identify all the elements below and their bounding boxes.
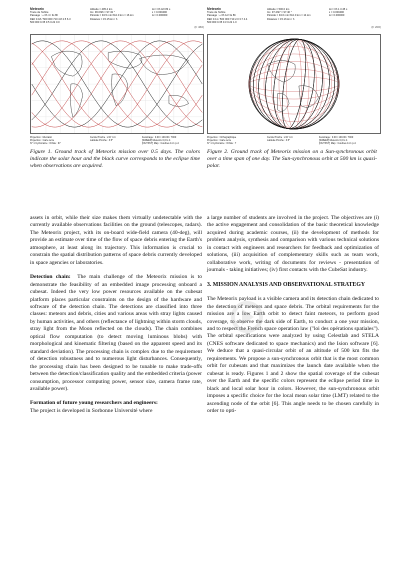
figure-2-caption: Figure 2. Ground track of Meteorix mission on a Sun-synchronous orbit over a time span of one day. The Sun-synchronous orbit at 500 km is quasi-polar.: [207, 149, 377, 170]
figure-1-info-mid-3: Distance = 15.15 km / h: [90, 17, 118, 21]
figure-2-footer-right-2: [OUTPUT] Map : Courbes 11 1 p-4: [319, 142, 356, 145]
figure-1-header: [30, 8, 204, 34]
figure-1-footer-mid-0: Cercle Proche : 2-D' 4.4: [90, 136, 116, 139]
figure-2-footer-left-1: Projection : Carte terre: [207, 139, 232, 142]
figure-1-caption: Figure 1. Ground track of Meteorix mission over 0.5 days. The colors indicate the solar hour and the black curve corresponds to the eclipse time when observations are acquired.: [30, 149, 200, 170]
globe-meridian: [271, 39, 316, 129]
figure-1-footer-left-1: Projection : Carte terre: [30, 139, 55, 142]
figure-1-ground-track-map: [30, 34, 204, 134]
paragraph-intro: assets in orbit, while their size makes them virtually undetectable with the currently available observations facilities on the ground (telescopes, radars). The Meteorix project, with its on-board wide-field camera (40-deg), will provide an estimate over time of the flow of space debris entering the Earth's atmosphere, at least along its trajectory. This information is crucial to constrain the spatial distribution patterns of space debris currently developed in space agencies or laboratories.: [30, 215, 202, 266]
continent-outline: [277, 94, 289, 112]
figure-2-info-left-2: 500 000 0.35 0.3 0.22 1.0: [207, 20, 237, 24]
figure-2-info-mid-3: Distance = 15.16 km / h: [267, 17, 295, 21]
figure-1-footer-right-0: Fenêtrage : 0.00 / 100.00 / 7000: [142, 136, 177, 139]
figure-1-footer-right-2: [OUTPUT] Map : Courbes 11 1 p-4: [142, 142, 179, 145]
paragraph-detection-chain: [30, 274, 202, 393]
figure-1-subtitle: Trace de l'orbite: [30, 11, 49, 15]
figure-1-info-mid-0: Altitude = 495.4 km: [90, 8, 113, 11]
left-text-column: [30, 215, 202, 415]
figure-2-footer-right-1: [SWEEP] Meteorix 0,0 Is 4: [319, 139, 348, 142]
figure-2-info-mid-1: Inc. 97.4/97 = 97.40 °: [267, 11, 292, 15]
orbit-pass: [243, 34, 345, 134]
figure-1-info-right-0: Δt = 0h 4/3 83 s: [152, 8, 171, 11]
continent-outline: [140, 55, 189, 74]
detection-chain-text: The main challenge of the Meteorix mission is to demonstrate the feasibility of an embedded image processing onboard a cubesat. Indeed the very low power resources available on the cubesat platform places particular constraints on the design of the hardware and software of the detection chain. The detections are classified into three classes: meteors and debris, cities and various areas with stray lights caused by human activities, and others (reflectance of lightning within storm clouds, stray light from the Moon reflected on the clouds). The chain combines optical flow computation (to detect moving luminous blobs) with morphological and kinematic filtering (based on the apparent speed and its standard deviation). The processing chain is complex due to the requirement of detection robustness and to numerous light disturbances. Consequently, the processing chain has been designed to be tunable to make trade-offs between the detection/classification quality and the embedded criteria (power consumption, processor computing power, sensor size, camera frame rate, available power).: [30, 274, 202, 392]
figure-1: [30, 8, 204, 150]
figure-1-info-left-1: DEF 0.18 / 500 000 710 4.8 2.5 6.3: [30, 17, 71, 21]
figure-2-header: [207, 8, 381, 34]
figure-2-footer-right-0: Fenêtrage : 0.00 / 100.00 / 7000: [319, 136, 354, 139]
globe-parallel: [249, 46, 339, 121]
figure-2-info-mid-0: Altitude = 500.0 km: [267, 8, 290, 11]
figure-2-footer-mid-1: Latitude Proche : 3.5°: [267, 139, 291, 142]
figure-1-info-right-2: Δ = 0.000000: [152, 14, 168, 18]
figure-2-info-right-0: Δt = 0h 1 3.45 s: [329, 8, 348, 11]
figure-2-footer: [207, 136, 381, 150]
figure-2-polar-orbit-map: [207, 34, 381, 134]
figure-2-info-left-0: Passage : + 0h 1/2 3s 8h: [207, 14, 236, 18]
figure-1-info-right-1: ε = 0.000490: [152, 11, 167, 15]
orbit-pass: [268, 37, 319, 132]
orbit-pass: [260, 35, 328, 132]
orbit-pass: [268, 37, 319, 132]
figure-1-title: Meteorix: [30, 7, 44, 11]
figure-2: [207, 8, 381, 150]
paragraph-mission-analysis: The Meteorix payload is a visible camera and its detection chain dedicated to the detection of meteors and space debris. The orbital requirements for the mission are a low Earth orbit to detect faint meteors, to perform good coverage, to observe the dark side of Earth, to conduct a one year mission, and to respect the French space operation law ("loi des opérations spatiales"). The orbital specifications were analyzed by using Celestlab and STELA (CNES software dedicated to space mechanics) and the Ision software [6]. We deduce that a quasi-circular orbit of an altitude of 500 km fits the requirements. We propose a sun-synchronous orbit that is the most common orbit for cubesats and that maximizes the launch date available when the cubesat is ready. Figures 1 and 2 show the spatial coverage of the cubesat over the Earth and the specific colors represent the eclipse period time in black and local solar hour in colors. However, the sun-synchronous orbit imposes a specific choice for the local mean solar time (LMT) related to the ascending node of the orbit [6]. This angle needs to be chosen carefully in order to opti-: [207, 296, 379, 415]
section-heading-mission-analysis: 3. MISSION ANALYSIS AND OBSERVATIONAL STRATEGY: [207, 281, 366, 288]
continent-outline: [299, 86, 319, 108]
figure-1-footer-left-0: Projection : Mercator: [30, 136, 53, 139]
figure-2-info-left-1: DEF 0.11 / 500 000 710 2.0 3.7 4.4: [207, 17, 248, 21]
figure-1-footer: [30, 136, 204, 150]
watermark-logo: [230, 300, 264, 334]
globe-parallel: [249, 76, 339, 91]
paragraph-formation: [30, 400, 202, 415]
orbit-pass: [260, 35, 328, 132]
globe-parallel: [249, 54, 339, 114]
continent-outline: [112, 74, 128, 106]
orbit-pass: [278, 38, 310, 130]
figure-2-subtitle: Trace de l'orbite: [207, 11, 226, 15]
figure-1-footer-left-2: N° 1 Cyclomètre : Orbite : 97: [30, 142, 61, 145]
figure-2-corner-tag: (F 200): [371, 25, 381, 29]
globe-parallel: [249, 61, 339, 106]
figure-2-footer-left-0: Projection : Orthographique: [207, 136, 237, 139]
figure-2-footer-mid-0: Cercle Proche : 2-D' 4.4: [267, 136, 293, 139]
figure-2-info-mid-2: Période = 94.6 min Péri.0 km = 14 km: [267, 14, 311, 18]
formation-text: The project is developed in Sorbonne Université where: [30, 407, 153, 414]
figure-2-footer-left-2: N° 1 Cyclomètre : Orbite : 7: [207, 142, 237, 145]
detection-chain-heading: Detection chain:: [30, 274, 71, 281]
figure-1-footer-mid-1: Latitude Proche : 3.5°: [90, 139, 114, 142]
continent-outline: [108, 51, 142, 68]
orbit-pass: [248, 34, 341, 134]
formation-heading: Formation of future young researchers and engineers:: [30, 400, 158, 407]
orbit-pass: [248, 34, 341, 134]
figure-2-info-right-2: Δ = 0.000000: [329, 14, 345, 18]
orbit-pass: [288, 39, 301, 128]
figure-2-info-right-1: ε = 0.000490: [329, 11, 344, 15]
globe-meridian: [256, 39, 331, 129]
paragraph-objectives: a large number of students are involved in the project. The objectives are (i) the active engagement and consolidation of the basic theoretical knowledge acquired during academic courses, (ii) the development of methods for problem analysis, synthesis and comparison with various technical solutions in contact with engineers and researchers for feedback and optimization of solutions, (iii) acquisition of complementary skills such as team work, collaborative work, writing of documents for reviews - presentation of journals - taking initiatives; (iv) first contacts with the CubeSat industry.: [207, 215, 379, 274]
orbit-pass: [244, 34, 344, 134]
figure-1-info-mid-1: Inc. 96.0/96 = 97.43 °: [90, 11, 115, 15]
figure-1-info-left-0: Passage : + 0h 4 / 3s 8h: [30, 14, 59, 18]
orbit-pass: [244, 34, 344, 134]
figure-1-info-left-2: 500 000 0.35 0.5 0.22 0.0: [30, 20, 60, 24]
figure-1-info-mid-2: Période = 94.5 min Péri.0 km = 16 km: [90, 14, 134, 18]
figure-1-footer-right-1: [SWEEP] Meteorix 0,0 Is 4: [142, 139, 171, 142]
figure-1-corner-tag: (F 460): [194, 25, 204, 29]
figure-2-title: Meteorix: [207, 7, 221, 11]
globe-meridian: [264, 39, 324, 129]
globe-meridian: [286, 39, 301, 129]
